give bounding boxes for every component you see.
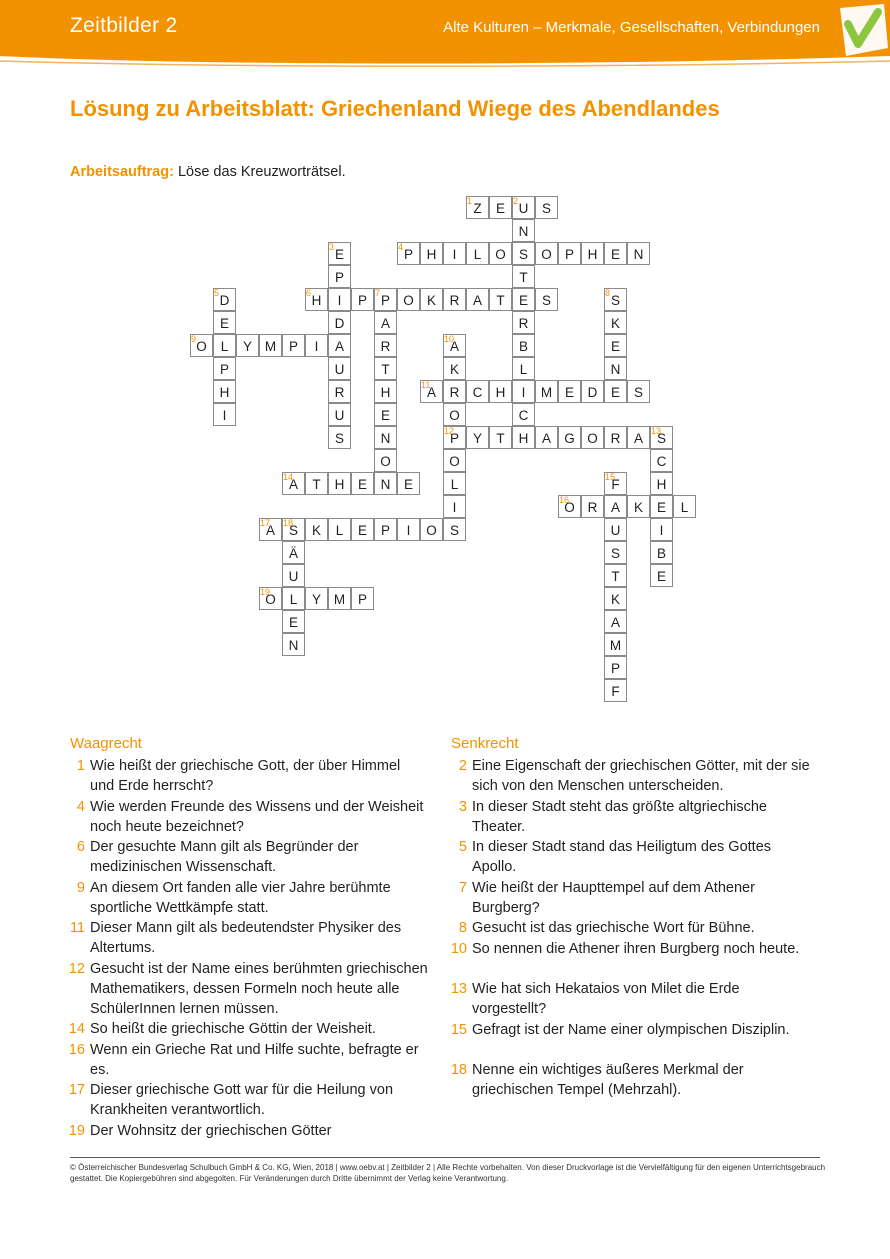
crossword-cell: H <box>305 288 328 311</box>
clue-text: Wenn ein Grieche Rat und Hilfe suchte, befragte er es. <box>90 1041 419 1078</box>
crossword-cell: P <box>351 587 374 610</box>
footer-copyright: © Österreichischer Bundesverlag Schulbuch GmbH & Co. KG, Wien, 2018 | www.oebv.at | Zeitbilder 2 | Alle Rechte vorbehalten. Von dieser Druckvorlage ist die Vervielfältigung für den eigenen Unterrichtsgebrauch gestattet. Die Kopiergebühren sind abgegolten. Für Veränderungen durch Dritte übernimmt der Verlag keine Verantwortung. <box>70 1163 826 1183</box>
crossword-cell: H <box>328 472 351 495</box>
crossword-cell: E <box>397 472 420 495</box>
down-heading: Senkrecht <box>451 735 519 752</box>
task-instruction <box>70 164 346 180</box>
crossword-cell: G <box>558 426 581 449</box>
clue-number: 15 <box>450 1021 467 1038</box>
crossword-cell: U <box>328 357 351 380</box>
crossword-cell: L <box>213 334 236 357</box>
clue-text: Eine Eigenschaft der griechischen Götter, mit der sie sich von den Menschen unterscheiden. <box>472 758 810 794</box>
crossword-cell: K <box>604 311 627 334</box>
clue-number-marker: 9 <box>191 334 197 344</box>
crossword-cell: P <box>351 288 374 311</box>
clue-text: Wie heißt der Haupttempel auf dem Athener Burgberg? <box>472 879 755 916</box>
clue-number-marker: 4 <box>398 242 404 252</box>
crossword-cell: T <box>489 288 512 311</box>
clue-text: Dieser Mann gilt als bedeutendster Physiker des Altertums. <box>90 920 402 956</box>
crossword-cell: H <box>213 380 236 403</box>
crossword-cell: P <box>213 357 236 380</box>
crossword-cell: S <box>604 288 627 311</box>
clue-number: 4 <box>76 798 85 815</box>
crossword-cell: C <box>650 449 673 472</box>
crossword-cell: I <box>512 380 535 403</box>
brand-title: Zeitbilder 2 <box>70 14 178 37</box>
clue-number-marker: 12 <box>444 426 455 436</box>
across-heading: Waagrecht <box>70 735 142 752</box>
crossword-cell: E <box>489 196 512 219</box>
crossword-cell: O <box>420 518 443 541</box>
crossword-cell: K <box>420 288 443 311</box>
clue-text: In dieser Stadt stand das Heiligtum des Gottes Apollo. <box>472 839 772 875</box>
clue-number-marker: 15 <box>605 472 616 482</box>
crossword-cell: Ä <box>282 541 305 564</box>
clue-number: 6 <box>76 839 85 855</box>
crossword-cell: Y <box>236 334 259 357</box>
crossword-cell: N <box>627 242 650 265</box>
crossword-cell: C <box>466 380 489 403</box>
crossword-cell: O <box>489 242 512 265</box>
clue-text: So nennen die Athener ihren Burgberg noch heute. <box>472 940 800 957</box>
clue-text: Wie heißt der griechische Gott, der über Himmel und Erde herrscht? <box>90 758 401 794</box>
clue-number: 12 <box>68 960 85 977</box>
clue-number-marker: 3 <box>329 242 335 252</box>
crossword-cell: B <box>650 541 673 564</box>
crossword-cell: T <box>374 357 397 380</box>
crossword-cell: P <box>397 242 420 265</box>
clue-text: Dieser griechische Gott war für die Heilung von Krankheiten verantwortlich. <box>90 1082 394 1118</box>
crossword-cell: L <box>512 357 535 380</box>
crossword-cell: S <box>650 426 673 449</box>
clue-text: Gesucht ist das griechische Wort für Bühne. <box>472 920 755 936</box>
crossword-cell: O <box>397 288 420 311</box>
crossword-cell: E <box>604 380 627 403</box>
crossword-cell: H <box>581 242 604 265</box>
crossword-cell: U <box>512 196 535 219</box>
crossword-cell: I <box>213 403 236 426</box>
crossword-cell: P <box>328 265 351 288</box>
crossword-cell: E <box>604 242 627 265</box>
clue-number: 8 <box>458 920 467 936</box>
crossword-cell: P <box>443 426 466 449</box>
crossword-cell: C <box>512 403 535 426</box>
crossword-cell: P <box>374 518 397 541</box>
clue-number-marker: 17 <box>260 518 271 528</box>
crossword-cell: L <box>673 495 696 518</box>
clue-number-marker: 6 <box>306 288 312 298</box>
crossword-cell: H <box>420 242 443 265</box>
crossword-cell: R <box>604 426 627 449</box>
crossword-cell: N <box>604 357 627 380</box>
crossword-cell: E <box>213 311 236 334</box>
crossword-cell: O <box>535 242 558 265</box>
crossword-cell: H <box>489 380 512 403</box>
crossword-cell: S <box>443 518 466 541</box>
crossword-cell: M <box>259 334 282 357</box>
crossword-cell: N <box>512 219 535 242</box>
crossword-cell: O <box>443 449 466 472</box>
crossword-cell: E <box>351 518 374 541</box>
crossword-cell: R <box>328 380 351 403</box>
crossword-cell: R <box>581 495 604 518</box>
crossword-cell: A <box>374 311 397 334</box>
crossword-cell: K <box>627 495 650 518</box>
crossword-cell: I <box>443 242 466 265</box>
crossword-cell: A <box>282 472 305 495</box>
crossword-cell: L <box>466 242 489 265</box>
clue-text: Der gesuchte Mann gilt als Begründer der medizinischen Wissenschaft. <box>90 839 359 875</box>
crossword-cell: N <box>374 472 397 495</box>
clue-number: 10 <box>450 940 467 957</box>
crossword-cell: K <box>305 518 328 541</box>
crossword-cell: R <box>443 380 466 403</box>
footer-divider <box>70 1157 820 1158</box>
crossword-cell: S <box>512 242 535 265</box>
crossword-cell: Y <box>466 426 489 449</box>
crossword-cell: K <box>443 357 466 380</box>
crossword-cell: R <box>374 334 397 357</box>
crossword-cell: F <box>604 679 627 702</box>
crossword-cell: I <box>328 288 351 311</box>
crossword-cell: A <box>604 610 627 633</box>
clue-number-marker: 18 <box>283 518 294 528</box>
clue-number: 14 <box>68 1021 85 1037</box>
clue-number: 13 <box>450 981 467 997</box>
crossword-cell: A <box>443 334 466 357</box>
crossword-cell: O <box>374 449 397 472</box>
crossword-cell: M <box>328 587 351 610</box>
crossword-cell: S <box>535 288 558 311</box>
crossword-cell: E <box>351 472 374 495</box>
task-label: Arbeitsauftrag: <box>70 164 174 180</box>
clue-number: 18 <box>450 1062 467 1078</box>
crossword-cell: K <box>604 587 627 610</box>
crossword-cell: Y <box>305 587 328 610</box>
crossword-cell: O <box>190 334 213 357</box>
crossword-cell: M <box>604 633 627 656</box>
clue-number-marker: 10 <box>444 334 455 344</box>
crossword-cell: O <box>443 403 466 426</box>
crossword-cell: H <box>512 426 535 449</box>
crossword-cell: I <box>305 334 328 357</box>
clue-text: Gefragt ist der Name einer olympischen Disziplin. <box>472 1021 790 1038</box>
clue-number: 9 <box>76 879 85 896</box>
clue-number: 2 <box>458 758 467 774</box>
clue-number-marker: 5 <box>214 288 220 298</box>
clue-number-marker: 11 <box>421 380 431 390</box>
clue-text: Der Wohnsitz der griechischen Götter <box>90 1122 332 1139</box>
crossword-cell: O <box>259 587 282 610</box>
crossword-cell: A <box>328 334 351 357</box>
crossword-cell: U <box>328 403 351 426</box>
crossword-cell: A <box>420 380 443 403</box>
crossword-cell: E <box>650 495 673 518</box>
clue-number-marker: 2 <box>513 196 519 206</box>
clue-number: 19 <box>68 1122 85 1139</box>
crossword-cell: E <box>650 564 673 587</box>
crossword-cell: T <box>305 472 328 495</box>
crossword-cell: H <box>650 472 673 495</box>
crossword-cell: T <box>489 426 512 449</box>
crossword-cell: A <box>466 288 489 311</box>
crossword-cell: E <box>282 610 305 633</box>
crossword-cell: N <box>374 426 397 449</box>
crossword-cell: A <box>627 426 650 449</box>
crossword-cell: E <box>374 403 397 426</box>
crossword-cell: U <box>604 518 627 541</box>
crossword-cell: D <box>328 311 351 334</box>
header-wave <box>0 52 890 68</box>
crossword-cell: L <box>328 518 351 541</box>
crossword-cell: A <box>259 518 282 541</box>
crossword-cell: O <box>581 426 604 449</box>
crossword-cell: M <box>535 380 558 403</box>
clue-number: 3 <box>458 798 467 815</box>
clue-number-marker: 16 <box>559 495 570 505</box>
crossword-cell: U <box>282 564 305 587</box>
crossword-cell: I <box>443 495 466 518</box>
crossword-cell: T <box>512 265 535 288</box>
crossword-cell: P <box>604 656 627 679</box>
crossword-cell: D <box>213 288 236 311</box>
crossword-cell: D <box>581 380 604 403</box>
crossword-cell: Z <box>466 196 489 219</box>
crossword-cell: R <box>512 311 535 334</box>
crossword-cell: H <box>374 380 397 403</box>
crossword-cell: T <box>604 564 627 587</box>
clue-number: 11 <box>69 920 85 936</box>
crossword-cell: I <box>650 518 673 541</box>
clue-number-marker: 7 <box>375 288 381 298</box>
clue-number-marker: 1 <box>467 196 473 206</box>
clue-text: Wie hat sich Hekataios von Milet die Erde vorgestellt? <box>472 981 740 1017</box>
crossword-cell: S <box>627 380 650 403</box>
crossword-cell: S <box>282 518 305 541</box>
crossword-cell: L <box>443 472 466 495</box>
crossword-cell: E <box>328 242 351 265</box>
page-title: Lösung zu Arbeitsblatt: Griechenland Wiege des Abendlandes <box>70 96 720 121</box>
crossword-cell: P <box>282 334 305 357</box>
crossword-cell: S <box>328 426 351 449</box>
clue-number-marker: 8 <box>605 288 611 298</box>
crossword-cell: E <box>512 288 535 311</box>
crossword-cell: E <box>604 334 627 357</box>
clue-number: 16 <box>68 1041 85 1058</box>
task-text: Löse das Kreuzworträtsel. <box>173 164 346 180</box>
crossword-cell: B <box>512 334 535 357</box>
clue-text: Wie werden Freunde des Wissens und der Weisheit noch heute bezeichnet? <box>90 798 424 835</box>
crossword-cell: F <box>604 472 627 495</box>
crossword-cell: R <box>443 288 466 311</box>
clue-number: 17 <box>68 1082 85 1098</box>
crossword-cell: N <box>282 633 305 656</box>
clue-text: In dieser Stadt steht das größte altgriechische Theater. <box>472 798 767 835</box>
crossword-cell: L <box>282 587 305 610</box>
clue-number-marker: 13 <box>651 426 662 436</box>
checkmark-logo-icon <box>826 0 890 60</box>
chapter-title: Alte Kulturen – Merkmale, Gesellschaften, Verbindungen <box>443 19 820 36</box>
clue-number: 7 <box>458 879 467 896</box>
crossword-cell: O <box>558 495 581 518</box>
clue-number-marker: 14 <box>283 472 294 482</box>
crossword-cell: P <box>374 288 397 311</box>
clue-number: 1 <box>76 758 85 774</box>
crossword-cell: E <box>558 380 581 403</box>
clue-text: Gesucht ist der Name eines berühmten griechischen Mathematikers, dessen Formeln noch heute alle SchülerInnen lernen müssen. <box>90 960 428 1017</box>
clue-text: Nenne ein wichtiges äußeres Merkmal der griechischen Tempel (Mehrzahl). <box>472 1062 744 1098</box>
crossword-cell: S <box>535 196 558 219</box>
crossword-cell: A <box>604 495 627 518</box>
clue-text: So heißt die griechische Göttin der Weisheit. <box>90 1021 376 1037</box>
crossword-cell: P <box>558 242 581 265</box>
clue-number: 5 <box>458 839 467 855</box>
clue-text: An diesem Ort fanden alle vier Jahre berühmte sportliche Wettkämpfe statt. <box>90 879 391 916</box>
crossword-cell: S <box>604 541 627 564</box>
crossword-cell: A <box>535 426 558 449</box>
clue-number-marker: 19 <box>260 587 271 597</box>
crossword-cell: I <box>397 518 420 541</box>
